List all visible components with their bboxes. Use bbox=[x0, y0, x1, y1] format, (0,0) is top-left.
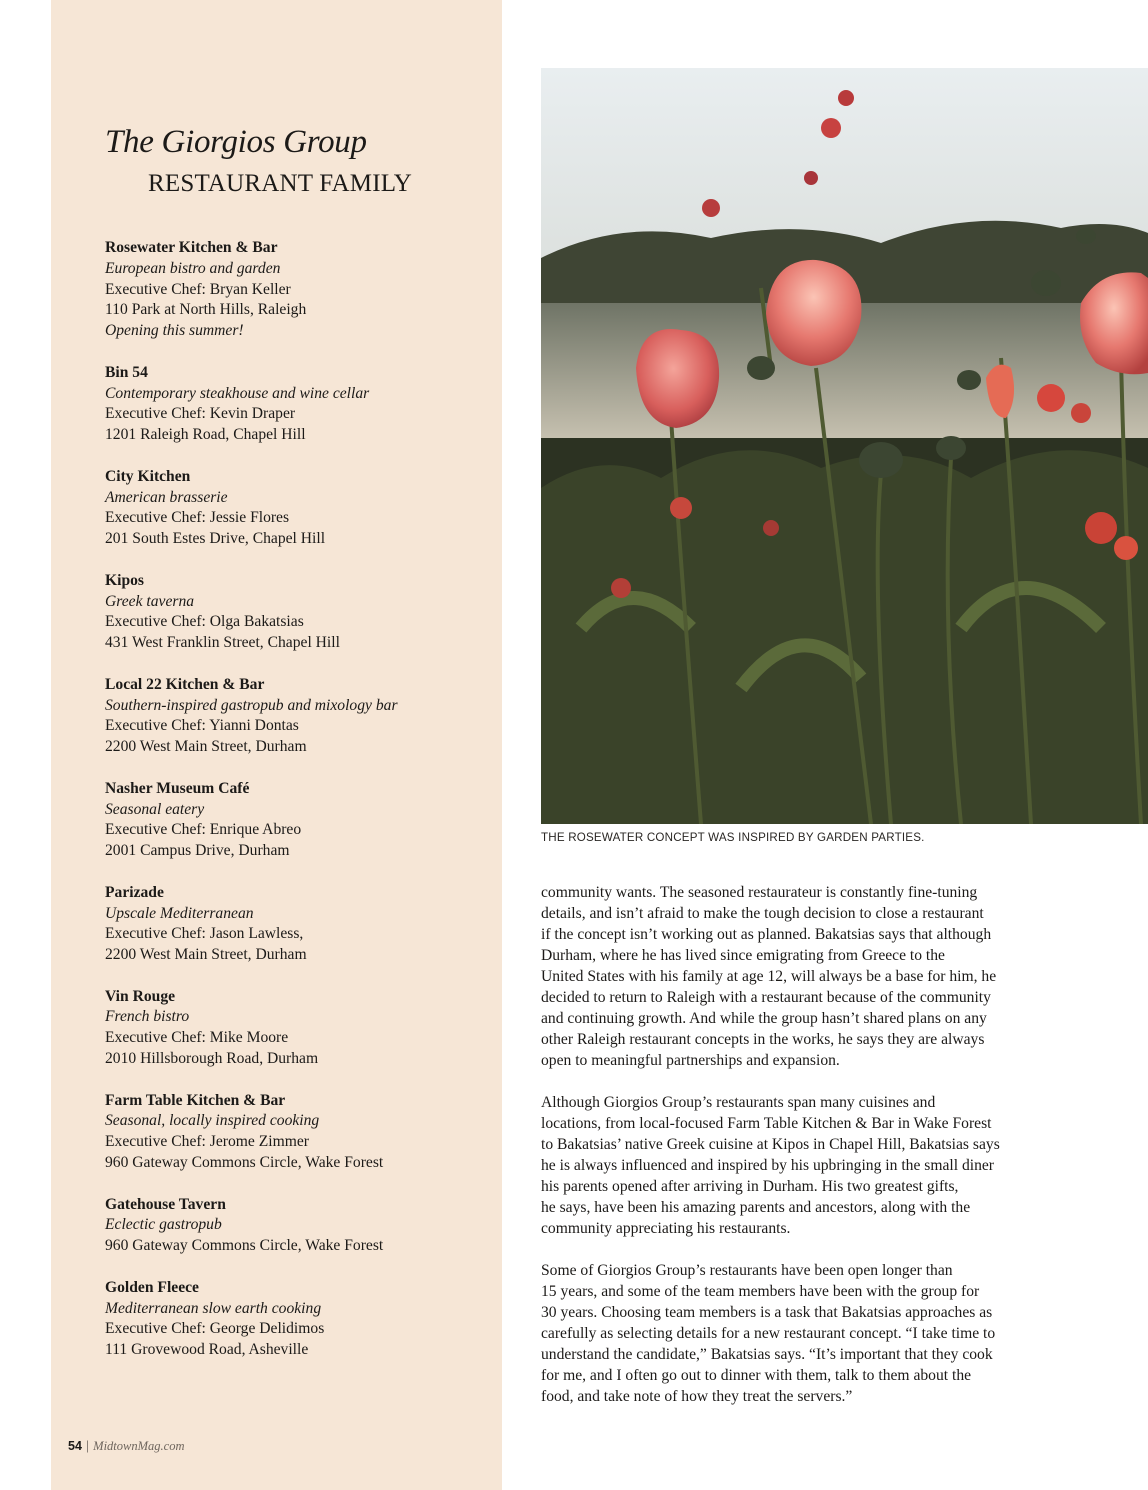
article-line: his parents opened after arriving in Durham. His two greatest gifts, bbox=[541, 1178, 959, 1195]
restaurant-chef: Executive Chef: Jason Lawless, bbox=[105, 925, 304, 943]
restaurant-chef: Executive Chef: Olga Bakatsias bbox=[105, 613, 304, 631]
restaurant-chef: Executive Chef: Jerome Zimmer bbox=[105, 1133, 309, 1151]
restaurant-style: American brasserie bbox=[105, 488, 228, 506]
site-name: MidtownMag.com bbox=[93, 1439, 185, 1453]
article-line: if the concept isn’t working out as planned. Bakatsias says that although bbox=[541, 926, 992, 943]
article-line: 15 years, and some of the team members have been with the group for bbox=[541, 1283, 980, 1300]
restaurant-name: Kipos bbox=[105, 571, 144, 589]
restaurant-address: 111 Grovewood Road, Asheville bbox=[105, 1341, 309, 1359]
restaurant-address: 960 Gateway Commons Circle, Wake Forest bbox=[105, 1237, 384, 1255]
restaurant-address: 2200 West Main Street, Durham bbox=[105, 738, 307, 756]
restaurant-name: Parizade bbox=[105, 883, 164, 901]
article-line: United States with his family at age 12, will always be a base for him, he bbox=[541, 968, 997, 985]
article-paragraph bbox=[541, 882, 1141, 1071]
restaurant-chef: Executive Chef: Bryan Keller bbox=[105, 280, 291, 298]
restaurant-name: Farm Table Kitchen & Bar bbox=[105, 1091, 286, 1109]
article-line: locations, from local-focused Farm Table Kitchen & Bar in Wake Forest bbox=[541, 1115, 992, 1132]
restaurant-name: City Kitchen bbox=[105, 467, 191, 485]
restaurant-style: European bistro and garden bbox=[105, 259, 281, 277]
restaurant-name: Vin Rouge bbox=[105, 987, 176, 1005]
restaurant-chef: Executive Chef: Enrique Abreo bbox=[105, 821, 302, 839]
article-line: and continuing growth. And while the group hasn’t shared plans on any bbox=[541, 1010, 987, 1027]
article-line: community wants. The seasoned restaurateur is constantly fine-tuning bbox=[541, 884, 978, 901]
sidebar-panel bbox=[51, 0, 502, 1490]
restaurant-note: Opening this summer! bbox=[105, 322, 244, 340]
restaurant-name: Local 22 Kitchen & Bar bbox=[105, 675, 265, 693]
restaurant-chef: Executive Chef: Mike Moore bbox=[105, 1029, 289, 1047]
article-body bbox=[541, 882, 1141, 1428]
restaurant-name: Rosewater Kitchen & Bar bbox=[105, 239, 278, 256]
page-footer bbox=[68, 1437, 184, 1455]
restaurant-chef: Executive Chef: Yianni Dontas bbox=[105, 717, 299, 735]
article-line: other Raleigh restaurant concepts in the works, he says they are always bbox=[541, 1031, 985, 1048]
restaurant-entry bbox=[105, 238, 495, 342]
restaurant-style: Mediterranean slow earth cooking bbox=[105, 1299, 322, 1317]
article-line: food, and take note of how they treat the servers.” bbox=[541, 1388, 853, 1405]
article-paragraph bbox=[541, 1260, 1141, 1407]
article-line: he says, have been his amazing parents and ancestors, along with the bbox=[541, 1199, 971, 1216]
restaurant-style: Upscale Mediterranean bbox=[105, 904, 254, 922]
restaurant-list bbox=[105, 238, 495, 1382]
restaurant-style: French bistro bbox=[105, 1008, 190, 1026]
restaurant-address: 1201 Raleigh Road, Chapel Hill bbox=[105, 426, 306, 444]
restaurant-entry bbox=[105, 1091, 495, 1174]
photo-caption: THE ROSEWATER CONCEPT WAS INSPIRED BY GARDEN PARTIES. bbox=[541, 831, 925, 844]
restaurant-entry bbox=[105, 987, 495, 1070]
restaurant-address: 201 South Estes Drive, Chapel Hill bbox=[105, 530, 326, 548]
restaurant-entry bbox=[105, 675, 495, 758]
restaurant-entry bbox=[105, 467, 495, 550]
sidebar-title: The Giorgios Group bbox=[105, 124, 367, 160]
article-line: Some of Giorgios Group’s restaurants have been open longer than bbox=[541, 1262, 953, 1279]
sidebar-subtitle: RESTAURANT FAMILY bbox=[148, 170, 412, 197]
restaurant-address: 960 Gateway Commons Circle, Wake Forest bbox=[105, 1154, 384, 1172]
restaurant-name: Bin 54 bbox=[105, 363, 148, 381]
garden-poppy-photo bbox=[541, 68, 1148, 824]
poppy-illustration bbox=[541, 68, 1148, 824]
restaurant-address: 2200 West Main Street, Durham bbox=[105, 946, 307, 964]
restaurant-entry bbox=[105, 1278, 495, 1361]
footer-separator: | bbox=[85, 1439, 90, 1453]
restaurant-style: Southern-inspired gastropub and mixology bar bbox=[105, 696, 398, 714]
restaurant-style: Contemporary steakhouse and wine cellar bbox=[105, 384, 370, 402]
restaurant-style: Seasonal eatery bbox=[105, 800, 205, 818]
restaurant-name: Nasher Museum Café bbox=[105, 779, 250, 797]
article-line: details, and isn’t afraid to make the tough decision to close a restaurant bbox=[541, 905, 984, 922]
restaurant-address: 2001 Campus Drive, Durham bbox=[105, 842, 290, 860]
article-line: open to meaningful partnerships and expansion. bbox=[541, 1052, 840, 1069]
article-line: to Bakatsias’ native Greek cuisine at Kipos in Chapel Hill, Bakatsias says bbox=[541, 1136, 1000, 1153]
restaurant-entry bbox=[105, 363, 495, 446]
restaurant-name: Golden Fleece bbox=[105, 1278, 199, 1296]
restaurant-chef: Executive Chef: Jessie Flores bbox=[105, 509, 290, 527]
restaurant-chef: Executive Chef: George Delidimos bbox=[105, 1320, 325, 1338]
restaurant-name: Gatehouse Tavern bbox=[105, 1195, 226, 1213]
article-line: 30 years. Choosing team members is a task that Bakatsias approaches as bbox=[541, 1304, 993, 1321]
restaurant-address: 431 West Franklin Street, Chapel Hill bbox=[105, 634, 340, 652]
article-line: understand the candidate,” Bakatsias says. “It’s important that they cook bbox=[541, 1346, 993, 1363]
restaurant-address: 110 Park at North Hills, Raleigh bbox=[105, 301, 307, 319]
article-line: carefully as selecting details for a new restaurant concept. “I take time to bbox=[541, 1325, 996, 1342]
article-line: decided to return to Raleigh with a restaurant because of the community bbox=[541, 989, 991, 1006]
article-line: he is always influenced and inspired by his upbringing in the small diner bbox=[541, 1157, 994, 1174]
article-line: Although Giorgios Group’s restaurants span many cuisines and bbox=[541, 1094, 936, 1111]
restaurant-entry bbox=[105, 571, 495, 654]
article-paragraph bbox=[541, 1092, 1141, 1239]
page-number: 54 bbox=[68, 1439, 82, 1453]
restaurant-chef: Executive Chef: Kevin Draper bbox=[105, 405, 296, 423]
restaurant-style: Eclectic gastropub bbox=[105, 1216, 222, 1234]
restaurant-address: 2010 Hillsborough Road, Durham bbox=[105, 1050, 319, 1068]
restaurant-style: Seasonal, locally inspired cooking bbox=[105, 1112, 320, 1130]
restaurant-entry bbox=[105, 1195, 495, 1257]
article-line: community appreciating his restaurants. bbox=[541, 1220, 791, 1237]
article-line: for me, and I often go out to dinner with them, talk to them about the bbox=[541, 1367, 972, 1384]
restaurant-entry bbox=[105, 883, 495, 966]
restaurant-style: Greek taverna bbox=[105, 592, 195, 610]
restaurant-entry bbox=[105, 779, 495, 862]
article-line: Durham, where he has lived since emigrating from Greece to the bbox=[541, 947, 945, 964]
photo-leaves bbox=[541, 450, 1148, 824]
